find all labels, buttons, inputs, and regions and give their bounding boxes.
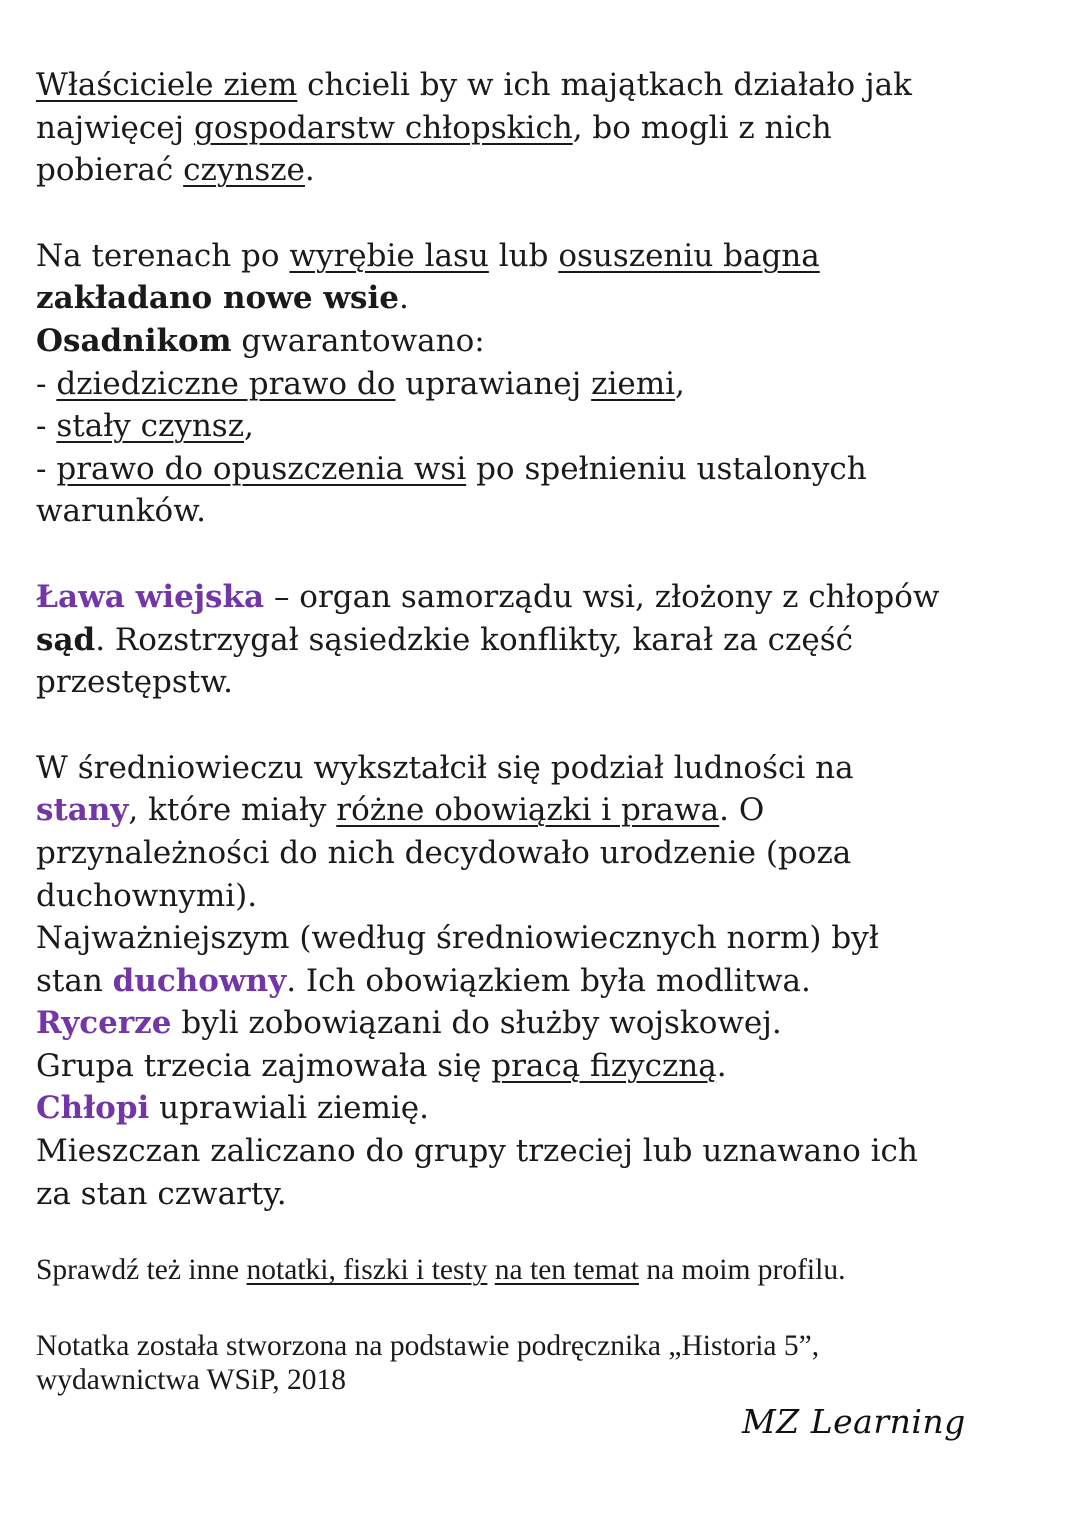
topic-link[interactable]: na ten temat: [494, 1254, 639, 1287]
underlined-term: różne obowiązki i prawa: [336, 792, 720, 829]
villages-paragraph: [36, 235, 1066, 533]
text-line: przynależności do nich decydowało urodzenie (poza: [36, 834, 852, 871]
highlighted-term: Chłopi: [36, 1090, 150, 1127]
text-line: stan duchowny. Ich obowiązkiem była modlitwa.: [36, 962, 811, 999]
profile-note: Sprawdź też inne notatki, fiszki i testy na ten temat na moim profilu.: [36, 1254, 846, 1287]
author-signature: MZ Learning: [742, 1402, 966, 1441]
text-line: przestępstw.: [36, 664, 233, 701]
underlined-term: osuszeniu bagna: [558, 237, 820, 274]
text-line: Osadnikom gwarantowano:: [36, 322, 485, 359]
lawa-paragraph: [36, 576, 1066, 704]
estates-paragraph: [36, 747, 1066, 1216]
underlined-term: stały czynsz: [56, 408, 245, 445]
text-line: Chłopi uprawiali ziemię.: [36, 1090, 429, 1127]
highlighted-term: stany: [36, 792, 129, 829]
text-line: Mieszczan zaliczano do grupy trzeciej lub uznawano ich: [36, 1133, 918, 1170]
underlined-term: czynsze: [183, 152, 305, 189]
text-line: Rycerze byli zobowiązani do służby wojskowej.: [36, 1005, 782, 1042]
text-line: zakładano nowe wsie.: [36, 280, 409, 317]
underlined-term: ziemi: [591, 365, 676, 402]
list-item: - stały czynsz,: [36, 408, 254, 445]
notes-link[interactable]: notatki, fiszki i testy: [246, 1254, 488, 1287]
text-line: Grupa trzecia zajmowała się pracą fizyczną.: [36, 1047, 727, 1084]
highlighted-term: Rycerze: [36, 1005, 172, 1042]
bold-term: sąd: [36, 621, 96, 658]
list-item: - dziedziczne prawo do uprawianej ziemi,: [36, 365, 685, 402]
text-line: Notatka została stworzona na podstawie podręcznika „Historia 5”,: [36, 1330, 820, 1363]
text-line: najwięcej gospodarstw chłopskich, bo mogli z nich: [36, 109, 832, 146]
underlined-term: gospodarstw chłopskich: [194, 109, 573, 146]
text-line: wydawnictwa WSiP, 2018: [36, 1364, 347, 1397]
paragraph-gap: [36, 1215, 1066, 1253]
source-note: [36, 1329, 1066, 1397]
bold-term: zakładano nowe wsie: [36, 280, 400, 317]
note-page: [36, 64, 1066, 1397]
paragraph-gap: [36, 192, 1066, 235]
paragraph-gap: [36, 533, 1066, 576]
text-line: Najważniejszym (według średniowiecznych norm) był: [36, 920, 879, 957]
text-line: warunków.: [36, 493, 206, 530]
bold-term: Osadnikom: [36, 322, 232, 359]
text-line: W średniowieczu wykształcił się podział ludności na: [36, 749, 854, 786]
text-line: Właściciele ziem chcieli by w ich majątkach działało jak: [36, 67, 912, 103]
text-line: sąd. Rozstrzygał sąsiedzkie konflikty, karał za część: [36, 621, 853, 658]
underlined-term: pracą fizyczną: [491, 1047, 717, 1084]
text-line: Na terenach po wyrębie lasu lub osuszeniu bagna: [36, 237, 820, 274]
intro-paragraph: [36, 64, 1066, 192]
paragraph-gap: [36, 1287, 1066, 1329]
text-line: Ława wiejska – organ samorządu wsi, złożony z chłopów: [36, 578, 940, 615]
underlined-term: dziedziczne prawo do: [56, 365, 396, 402]
text-line: pobierać czynsze.: [36, 152, 315, 189]
underlined-term: wyrębie lasu: [289, 237, 489, 274]
paragraph-gap: [36, 704, 1066, 747]
text-line: duchownymi).: [36, 877, 258, 914]
underlined-term: Właściciele ziem: [36, 67, 298, 103]
list-item: - prawo do opuszczenia wsi po spełnieniu ustalonych: [36, 450, 867, 487]
underlined-term: prawo do opuszczenia wsi: [56, 450, 467, 487]
highlighted-term: Ława wiejska: [36, 578, 265, 615]
text-line: stany, które miały różne obowiązki i prawa. O: [36, 792, 765, 829]
highlighted-term: duchowny: [112, 962, 287, 999]
text-line: za stan czwarty.: [36, 1175, 287, 1212]
